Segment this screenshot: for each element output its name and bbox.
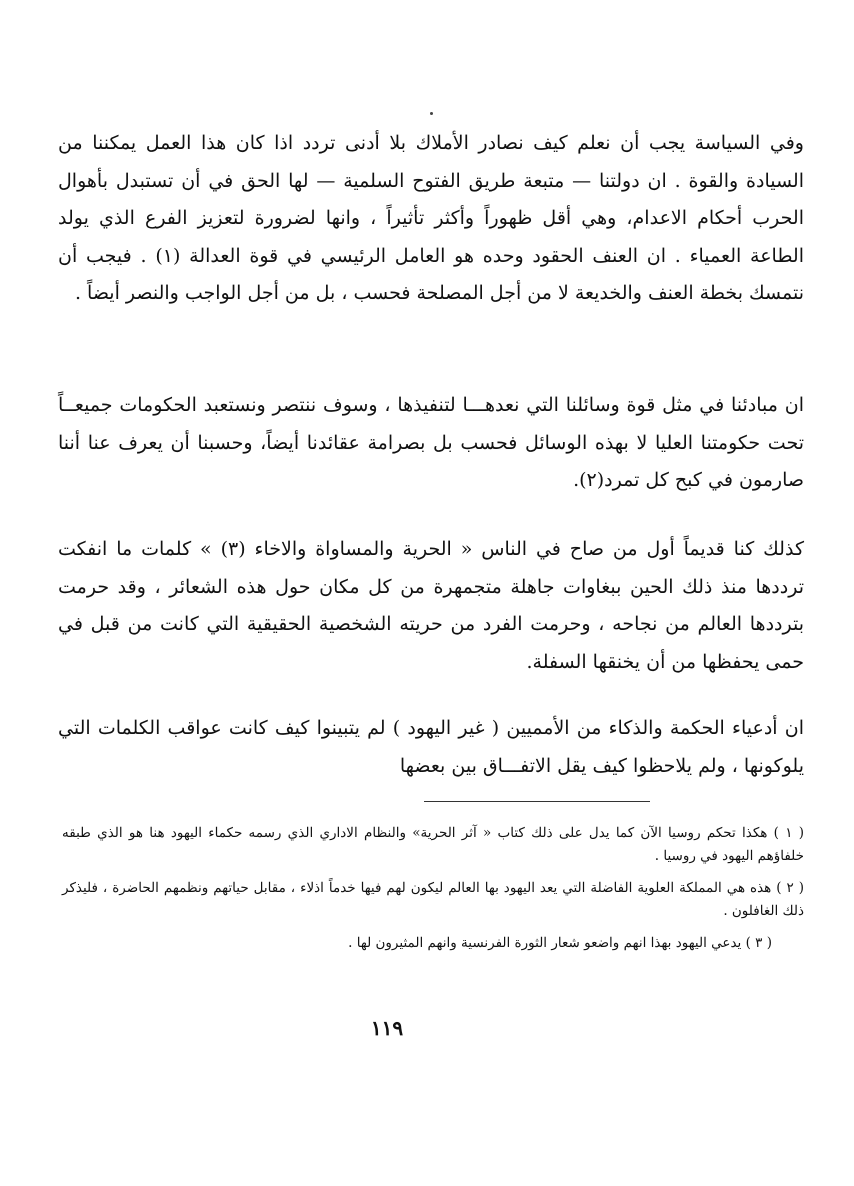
footnote-3: ( ٣ ) يدعي اليهود بهذا انهم واضعو شعار الثورة الفرنسية وانهم المثيرون لها . <box>348 935 772 951</box>
footnote-divider <box>424 801 650 802</box>
footnotes <box>62 822 804 965</box>
paragraph-1: وفي السياسة يجب أن نعلم كيف نصادر الأملاك بلا أدنى تردد اذا كان هذا العمل يمكننا من السيادة والقوة . ان دولتنا — متبعة طريق الفتوح السلمية — لها الحق في أن تستبدل بأهوال الحرب أحكام الاعدام، وهي أقل ظهوراً وأكثر تأثيراً ، وانها لضرورة لتعزيز الفرع الذي يولد الطاعة العمياء . ان العنف الحقود وحده هو العامل الرئيسي في قوة العدالة (١) . فيجب أن نتمسك بخطة العنف والخديعة لا من أجل المصلحة فحسب ، بل من أجل الواجب والنصر أيضاً . <box>58 132 804 305</box>
page-number: ١١٩ <box>370 1016 404 1040</box>
footnote-2: ( ٢ ) هذه هي المملكة العلوية الفاضلة التي يعد اليهود بها العالم ليكون لهم فيها خدماً اذلاء ، مقابل حياتهم ونظمهم الحاضرة ، فليذكر ذلك الغافلون . <box>62 880 804 919</box>
paragraph-2: ان مبادئنا في مثل قوة وسائلنا التي نعدهـــا لتنفيذها ، وسوف ننتصر ونستعبد الحكومات جميعــاً تحت حكومتنا العليا لا بهذه الوسائل فحسب بل بصرامة عقائدنا أيضاً، وحسبنا أن يعرف عنا أننا صارمون في كبح كل تمرد(٢). <box>58 394 804 492</box>
ink-speck <box>430 112 433 115</box>
paragraph-4: ان أدعياء الحكمة والذكاء من الأمميين ( غير اليهود ) لم يتبينوا كيف كانت عواقب الكلمات التي يلوكونها ، ولم يلاحظوا كيف يقل الاتفـــاق بين بعضها <box>58 717 804 777</box>
paragraph-3: كذلك كنا قديماً أول من صاح في الناس « الحرية والمساواة والاخاء (٣) » كلمات ما انفكت ترددها منذ ذلك الحين ببغاوات جاهلة متجمهرة من كل مكان حول هذه الشعائر ، وقد حرمت بترددها العالم من نجاحه ، وحرمت الفرد من حريته الشخصية الحقيقية التي كانت من قبل في حمى يحفظها من أن يخنقها السفلة. <box>58 538 804 673</box>
footnote-1: ( ١ ) هكذا تحكم روسيا الآن كما يدل على ذلك كتاب « آثر الحرية» والنظام الاداري الذي رسمه حكماء اليهود هنا هو الذي طبقه خلفاؤهم اليهود في روسيا . <box>62 825 804 864</box>
